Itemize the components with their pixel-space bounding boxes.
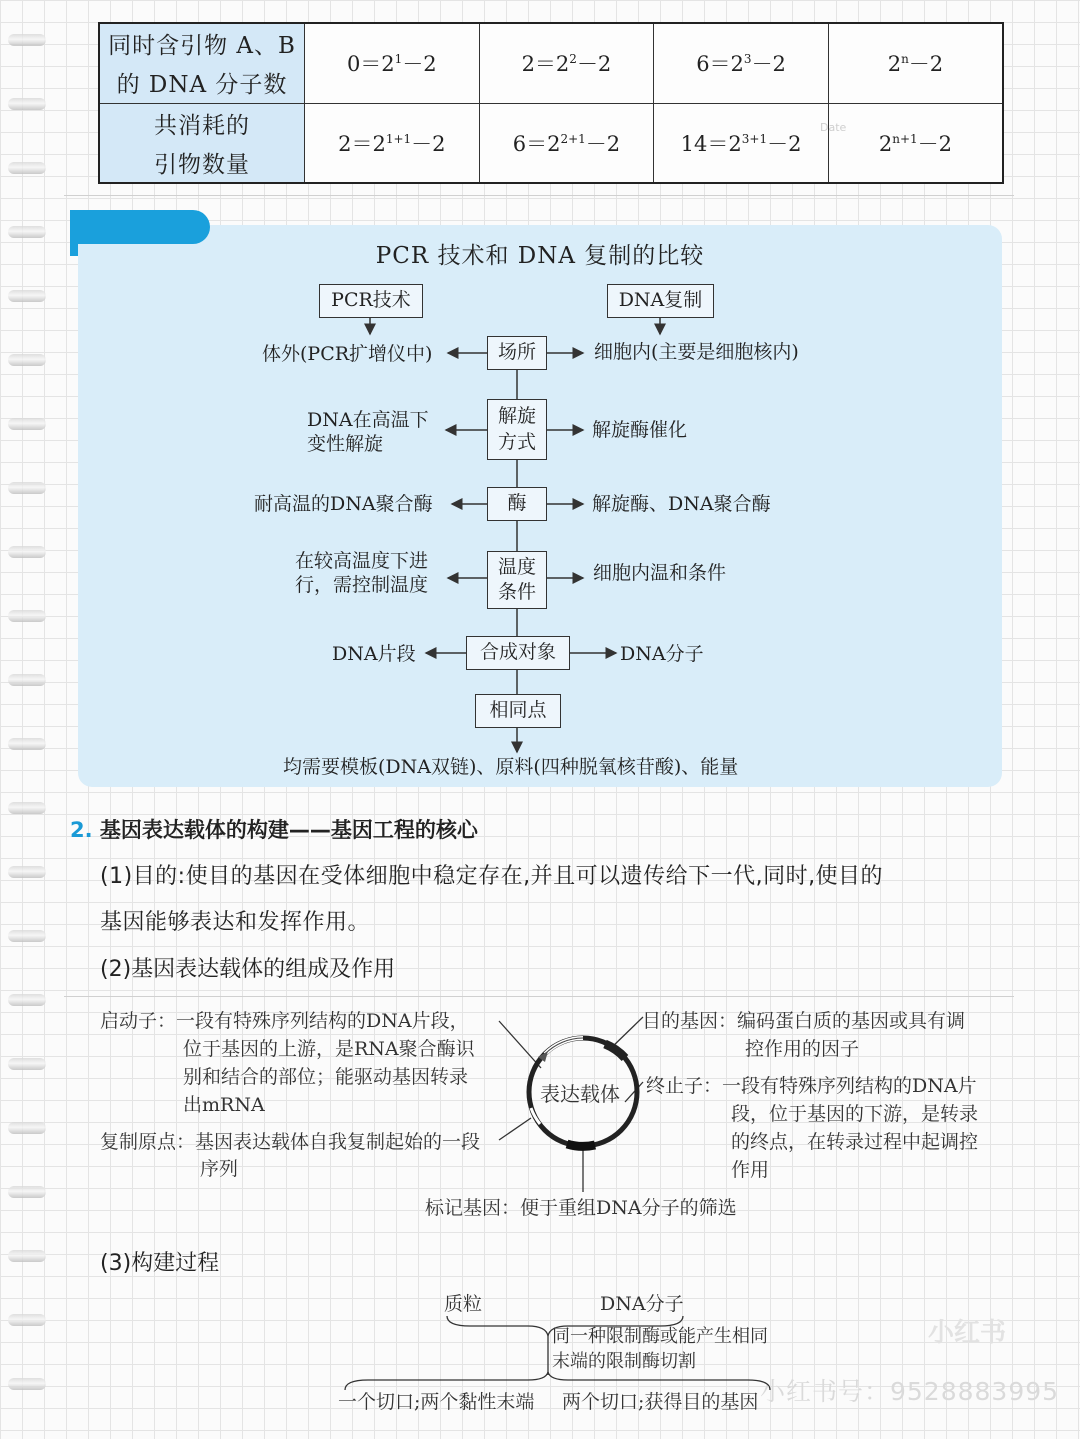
box-label: 解旋: [497, 405, 536, 427]
cell-exponent: 2: [569, 52, 577, 67]
dna-molecule-label: DNA分子: [600, 1293, 684, 1315]
cell-text: －2: [576, 52, 612, 77]
similarity-text: 均需要模板(DNA双链)、原料(四种脱氧核苷酸)、能量: [283, 756, 739, 778]
cell-text: －2: [585, 131, 621, 156]
cell-text: 6＝2: [696, 52, 744, 77]
box-label: 场所: [497, 341, 536, 363]
row-header-line: 共消耗的: [154, 112, 250, 139]
promoter-text-line: 位于基因的上游，是RNA聚合酶识: [183, 1038, 475, 1060]
promoter-text-line: 启动子：一段有特殊序列结构的DNA片段，: [100, 1010, 469, 1032]
cell-text: －2: [767, 131, 802, 156]
terminator-text-line: 的终点，在转录过程中起调控: [731, 1131, 979, 1153]
construction-heading: (3)构建过程: [100, 1251, 220, 1276]
cell-exponent: 3+1: [741, 131, 768, 146]
cell-exponent: n: [901, 52, 909, 67]
replication-enzyme-text: 解旋酶、DNA聚合酶: [592, 493, 771, 515]
pcr-temperature-text-line: 行，需控制温度: [295, 574, 429, 596]
cell-text: 2: [878, 131, 893, 156]
pcr-location-text: 体外(PCR扩增仪中): [262, 343, 433, 365]
cell-text: －2: [751, 52, 786, 77]
row-header-line: 的 DNA 分子数: [116, 72, 288, 99]
cell-exponent: 3: [743, 52, 752, 67]
pcr-product-text: DNA片段: [332, 643, 416, 665]
purpose-paragraph-line: 基因能够表达和发挥作用。: [100, 910, 371, 935]
row-header-line: 同时含引物 A、B: [108, 33, 296, 60]
target-gene-text-line: 目的基因：编码蛋白质的基因或具有调: [642, 1010, 966, 1032]
cell-text: 6＝2: [512, 131, 561, 156]
origin-text-line: 序列: [200, 1158, 239, 1180]
replication-product-text: DNA分子: [620, 643, 704, 665]
cell-text: 0＝2: [346, 52, 395, 77]
replication-location-text: 细胞内(主要是细胞核内): [594, 341, 799, 363]
terminator-text-line: 段，位于基因的下游，是转录: [731, 1103, 979, 1125]
terminator-text-line: 终止子：一段有特殊序列结构的DNA片: [646, 1075, 977, 1097]
marker-gene-text: 标记基因：便于重组DNA分子的筛选: [425, 1197, 737, 1219]
plasmid-cut-result: 一个切口;两个黏性末端: [338, 1391, 535, 1413]
pcr-unwinding-text-line: 变性解旋: [307, 433, 384, 455]
dna-cut-result: 两个切口;获得目的基因: [562, 1391, 759, 1413]
cell-text: 14＝2: [680, 131, 742, 156]
box-label: DNA复制: [618, 289, 703, 311]
pcr-temperature-text-line: 在较高温度下进: [295, 550, 429, 572]
cell-text: 2＝2: [338, 131, 386, 156]
replication-unwinding-text: 解旋酶催化: [592, 419, 688, 441]
box-label: 方式: [497, 431, 536, 453]
box-label: 酶: [507, 492, 527, 514]
row-header-line: 引物数量: [154, 151, 250, 178]
watermark-id: 小红书号：9528883995: [760, 1377, 1060, 1406]
box-label: 相同点: [489, 699, 547, 721]
restriction-enzyme-text-line: 末端的限制酶切割: [552, 1351, 696, 1372]
cell-exponent: n+1: [892, 131, 918, 146]
promoter-text-line: 出mRNA: [183, 1094, 265, 1116]
cell-text: －2: [917, 131, 953, 156]
pcr-panel-title: PCR 技术和 DNA 复制的比较: [375, 243, 705, 269]
watermark-logo: 小红书: [928, 1318, 1007, 1348]
cell-text: －2: [402, 52, 437, 77]
date-mark: Date: [820, 121, 847, 134]
pcr-enzyme-text: 耐高温的DNA聚合酶: [254, 493, 433, 515]
promoter-text-line: 别和结合的部位；能驱动基因转录: [183, 1066, 469, 1088]
restriction-enzyme-text-line: 同一种限制酶或能产生相同: [552, 1326, 768, 1347]
cell-exponent: 1: [394, 52, 403, 67]
box-label: PCR技术: [331, 289, 411, 311]
box-label: 合成对象: [479, 641, 556, 663]
section-title: 基因表达载体的构建——基因工程的核心: [99, 818, 478, 842]
pcr-unwinding-text-line: DNA在高温下: [307, 409, 429, 431]
cell-exponent: 2+1: [560, 131, 586, 146]
cell-exponent: 1+1: [385, 131, 412, 146]
cell-text: －2: [411, 131, 446, 156]
box-label: 温度: [497, 556, 536, 578]
origin-text-line: 复制原点：基因表达载体自我复制起始的一段: [100, 1131, 481, 1153]
plasmid-label: 质粒: [444, 1293, 483, 1315]
vector-center-label: 表达载体: [540, 1082, 620, 1106]
cell-text: 2＝2: [521, 52, 570, 77]
composition-heading: (2)基因表达载体的组成及作用: [100, 957, 396, 982]
box-label: 条件: [497, 581, 536, 603]
cell-text: －2: [908, 52, 944, 77]
replication-temperature-text: 细胞内温和条件: [593, 562, 727, 584]
target-gene-text-line: 控作用的因子: [745, 1038, 860, 1060]
section-number: 2.: [70, 818, 93, 842]
purpose-paragraph-line: (1)目的:使目的基因在受体细胞中稳定存在,并且可以遗传给下一代,同时,使目的: [100, 864, 884, 889]
cell-text: 2: [887, 52, 902, 77]
terminator-text-line: 作用: [731, 1159, 770, 1181]
